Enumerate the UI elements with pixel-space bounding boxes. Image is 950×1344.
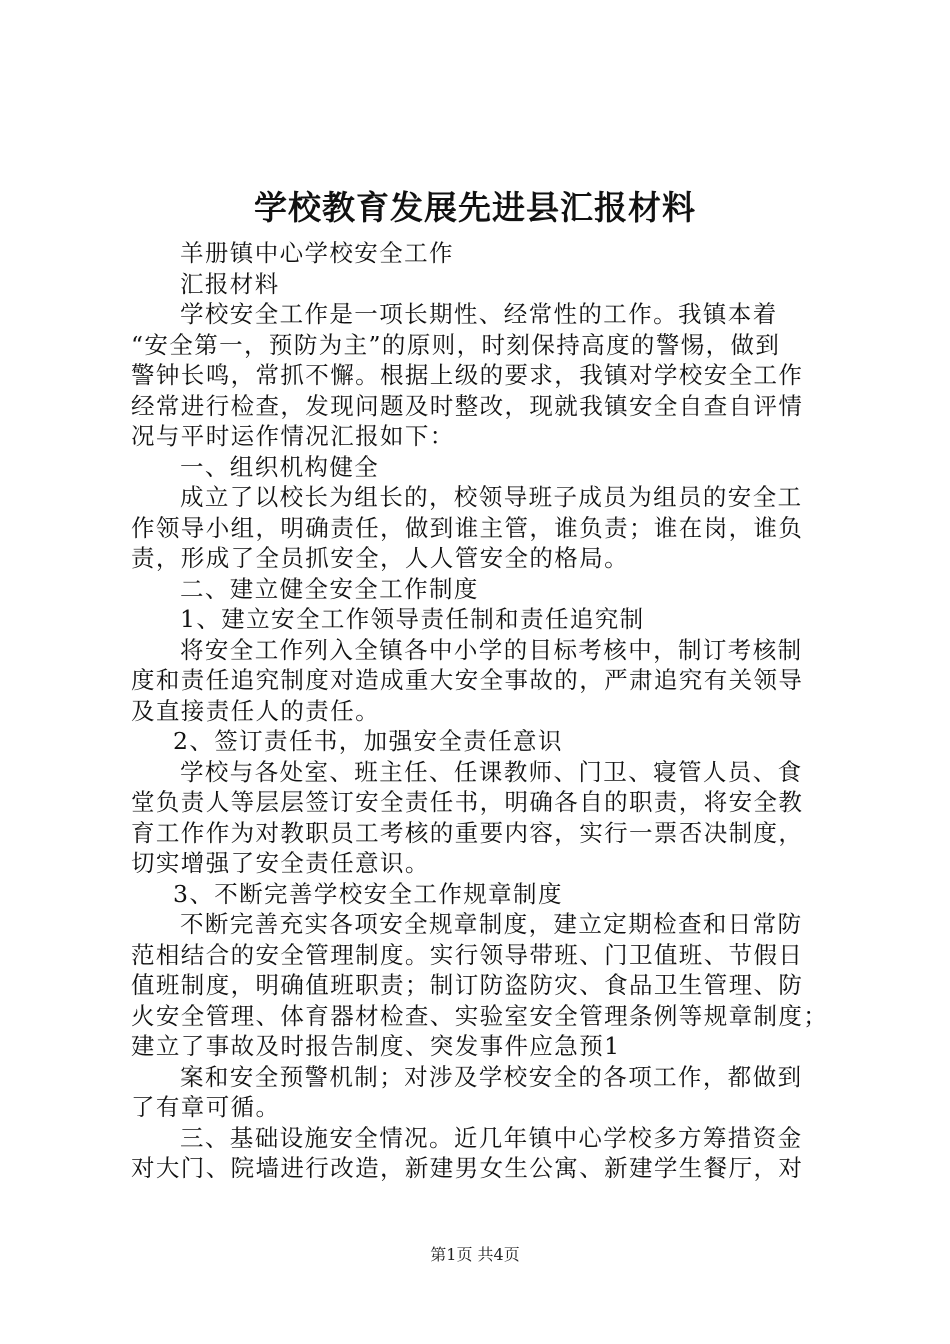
text-line: 学校与各处室、班主任、任课教师、门卫、寝管人员、食	[180, 757, 803, 786]
text-line: 对大门、院墙进行改造，新建男女生公寓、新建学生餐厅，对	[131, 1154, 804, 1182]
text-line: 经常进行检查，发现问题及时整改，现就我镇安全自查自评情	[131, 391, 804, 420]
text-line: 成立了以校长为组长的，校领导班子成员为组员的安全工	[180, 483, 803, 511]
text-line: 火安全管理、体育器材检查、实验室安全管理条例等规章制度；	[131, 1001, 829, 1030]
text-line: 况与平时运作情况汇报如下：	[131, 422, 455, 450]
text-line: 切实增强了安全责任意识。	[131, 849, 430, 877]
text-line: 一、组织机构健全	[180, 452, 380, 481]
text-line: 堂负责人等层层签订安全责任书，明确各自的职责，将安全教	[131, 788, 804, 816]
text-line: “安全第一，预防为主”的原则，时刻保持高度的警惕，做到	[131, 330, 781, 359]
text-line: 建立了事故及时报告制度、突发事件应急预1	[131, 1032, 621, 1060]
text-line: 作领导小组，明确责任，做到谁主管，谁负责；谁在岗，谁负	[131, 513, 804, 542]
text-line: 了有章可循。	[131, 1093, 281, 1121]
text-line: 案和安全预警机制；对涉及学校安全的各项工作，都做到	[180, 1062, 803, 1091]
text-line: 三、基础设施安全情况。近几年镇中心学校多方筹措资金	[180, 1123, 803, 1152]
text-line: 二、建立健全安全工作制度	[180, 574, 479, 603]
text-line: 值班制度，明确值班职责；制订防盗防灾、食品卫生管理、防	[131, 971, 804, 999]
document-body	[131, 238, 843, 1184]
text-line: 不断完善充实各项安全规章制度，建立定期检查和日常防	[180, 910, 803, 938]
text-line: 育工作作为对教职员工考核的重要内容，实行一票否决制度，	[131, 818, 804, 847]
document-title: 学校教育发展先进县汇报材料	[254, 188, 696, 227]
text-line: 学校安全工作是一项长期性、经常性的工作。我镇本着	[180, 300, 778, 328]
text-line: 将安全工作列入全镇各中小学的目标考核中，制订考核制	[180, 635, 803, 664]
text-line: 及直接责任人的责任。	[131, 696, 380, 725]
text-line: 汇报材料	[180, 269, 280, 298]
text-line: 羊册镇中心学校安全工作	[180, 239, 454, 267]
text-line: 责，形成了全员抓安全，人人管安全的格局。	[131, 544, 629, 572]
text-line: 3、不断完善学校安全工作规章制度	[173, 879, 563, 908]
text-line: 2、签订责任书，加强安全责任意识	[173, 727, 563, 755]
text-line: 1、建立安全工作领导责任制和责任追究制	[180, 605, 645, 633]
text-line: 度和责任追究制度对造成重大安全事故的，严肃追究有关领导	[131, 666, 804, 694]
text-line: 警钟长鸣，常抓不懈。根据上级的要求，我镇对学校安全工作	[131, 361, 804, 389]
page-footer: 第1页 共4页	[430, 1245, 520, 1264]
text-line: 范相结合的安全管理制度。实行领导带班、门卫值班、节假日	[131, 940, 804, 969]
